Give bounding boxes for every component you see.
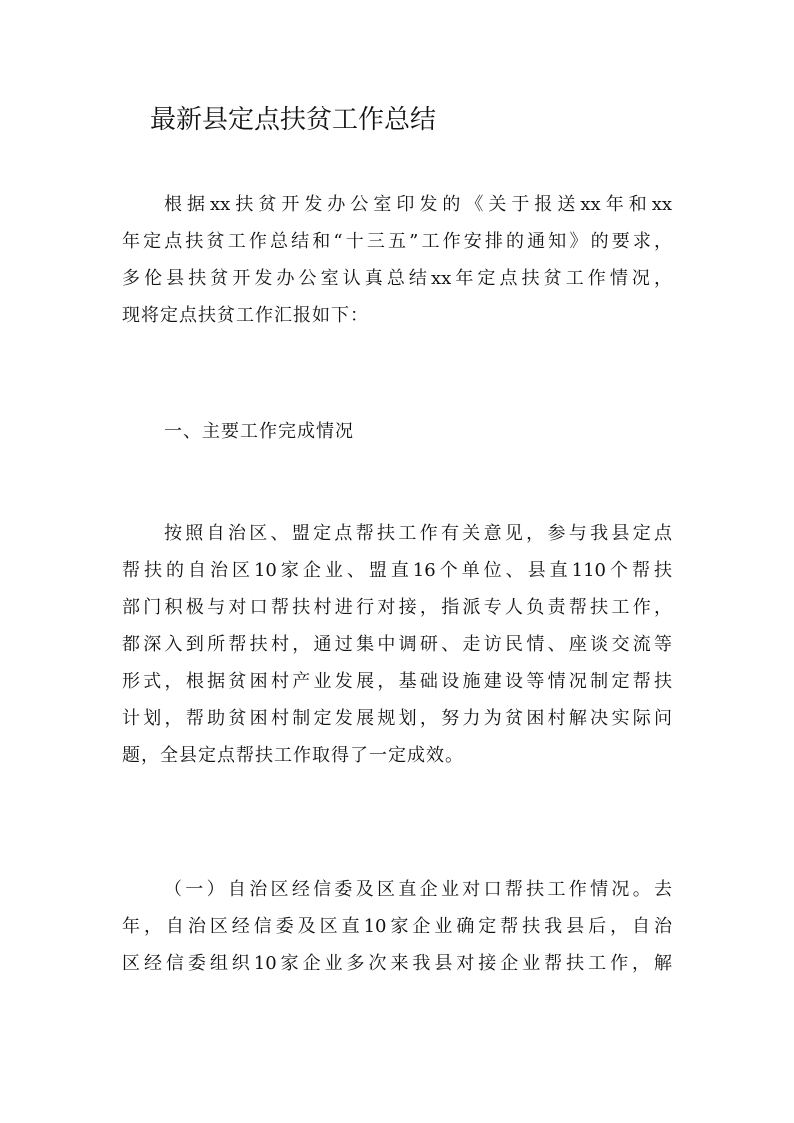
paragraph-3-line-1: （一）自治区经信委及区直企业对口帮扶工作情况。去 xyxy=(164,879,672,900)
paragraph-1-line-1: 根据xx扶贫开发办公室印发的《关于报送xx年和xx xyxy=(164,194,672,215)
paragraph-2-line-5: 形式，根据贫困村产业发展，基础设施建设等情况制定帮扶 xyxy=(122,671,672,692)
paragraph-2-line-4: 都深入到所帮扶村，通过集中调研、走访民情、座谈交流等 xyxy=(122,634,672,655)
paragraph-2-line-2: 帮扶的自治区10家企业、盟直16个单位、县直110个帮扶 xyxy=(122,560,672,581)
paragraph-1-line-2: 年定点扶贫工作总结和“十三五”工作安排的通知》的要求， xyxy=(122,231,672,252)
paragraph-1-line-4: 现将定点扶贫工作汇报如下： xyxy=(122,305,369,326)
paragraph-2-line-1: 按照自治区、盟定点帮扶工作有关意见，参与我县定点 xyxy=(164,523,672,544)
section-heading: 一、主要工作完成情况 xyxy=(164,421,354,442)
paragraph-2-line-3: 部门积极与对口帮扶村进行对接，指派专人负责帮扶工作， xyxy=(122,597,672,618)
paragraph-2-line-7: 题，全县定点帮扶工作取得了一定成效。 xyxy=(122,745,464,766)
document-title: 最新县定点扶贫工作总结 xyxy=(150,105,437,135)
paragraph-2-line-6: 计划，帮助贫困村制定发展规划，努力为贫困村解决实际问 xyxy=(122,708,672,729)
paragraph-3-line-3: 区经信委组织10家企业多次来我县对接企业帮扶工作，解 xyxy=(122,953,672,974)
paragraph-3-line-2: 年，自治区经信委及区直10家企业确定帮扶我县后，自治 xyxy=(122,916,672,937)
paragraph-1-line-3: 多伦县扶贫开发办公室认真总结xx年定点扶贫工作情况， xyxy=(122,268,672,289)
